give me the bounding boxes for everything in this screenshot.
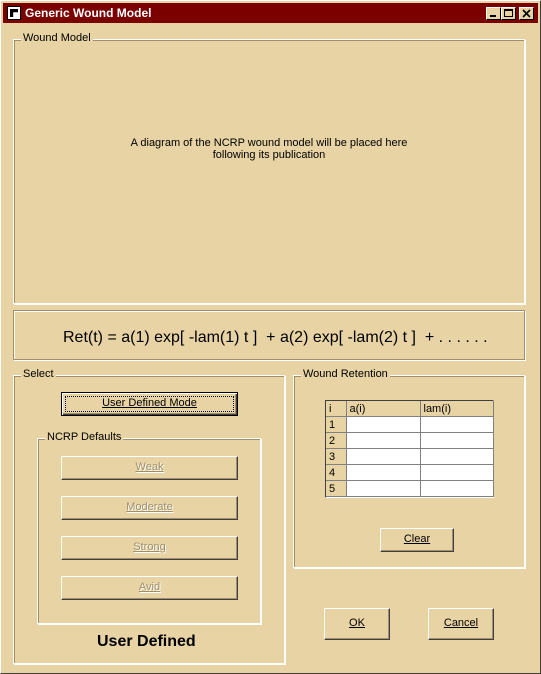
title-bar[interactable] [3,3,538,23]
weak-button[interactable] [61,456,238,480]
wound-model-legend: Wound Model [23,32,91,44]
row-header: 1 [326,417,346,433]
row-header: 3 [326,449,346,465]
moderate-button[interactable] [61,496,238,520]
table-row [326,449,493,465]
retention-table [326,401,494,497]
maximize-button[interactable] [501,7,516,20]
table-row [326,481,493,497]
moderate-label: Moderate [126,501,173,513]
ncrp-defaults-legend: NCRP Defaults [47,431,122,443]
focus-rect [65,396,234,412]
lam-cell[interactable] [420,433,493,449]
user-defined-mode-button[interactable] [61,392,238,416]
a-cell[interactable] [346,417,420,433]
table-row [326,433,493,449]
diagram-placeholder-text: A diagram of the NCRP wound model will be placed here following its publication [130,137,408,161]
avid-button[interactable] [61,576,238,600]
row-header: 4 [326,465,346,481]
cancel-button[interactable] [428,608,494,640]
user-defined-mode-label: User Defined Mode [102,397,197,409]
table-row [326,465,493,481]
column-header-a: a(i) [346,401,420,417]
app-icon[interactable] [7,6,21,20]
column-header-i: i [326,401,346,417]
select-legend: Select [23,368,54,380]
close-icon [522,9,531,18]
minimize-icon [489,9,498,18]
weak-label: Weak [135,461,164,473]
lam-cell[interactable] [420,449,493,465]
strong-button[interactable] [61,536,238,560]
lam-cell[interactable] [420,465,493,481]
table-row [326,417,493,433]
cancel-label: Cancel [443,617,479,629]
wound-retention-legend: Wound Retention [303,368,388,380]
retention-grid[interactable] [325,400,494,498]
retention-formula: Ret(t) = a(1) exp[ -lam(1) t ] + a(2) exp[ -lam(2) t ] + . . . . . . [63,329,488,346]
a-cell[interactable] [346,449,420,465]
a-cell[interactable] [346,481,420,497]
minimize-button[interactable] [486,7,501,20]
lam-cell[interactable] [420,417,493,433]
row-header: 5 [326,481,346,497]
column-header-lam: lam(i) [420,401,493,417]
ok-label: OK [349,617,365,629]
wound-model-group [13,32,525,304]
a-cell[interactable] [346,433,420,449]
close-button[interactable] [519,7,534,20]
maximize-icon [504,9,513,18]
clear-button[interactable] [380,528,454,552]
lam-cell[interactable] [420,481,493,497]
avid-label: Avid [138,581,161,593]
row-header: 2 [326,433,346,449]
clear-label: Clear [403,533,431,545]
window-title: Generic Wound Model [25,6,152,20]
ok-button[interactable] [324,608,390,640]
current-mode-label: User Defined [97,633,196,650]
strong-label: Strong [133,541,166,553]
a-cell[interactable] [346,465,420,481]
